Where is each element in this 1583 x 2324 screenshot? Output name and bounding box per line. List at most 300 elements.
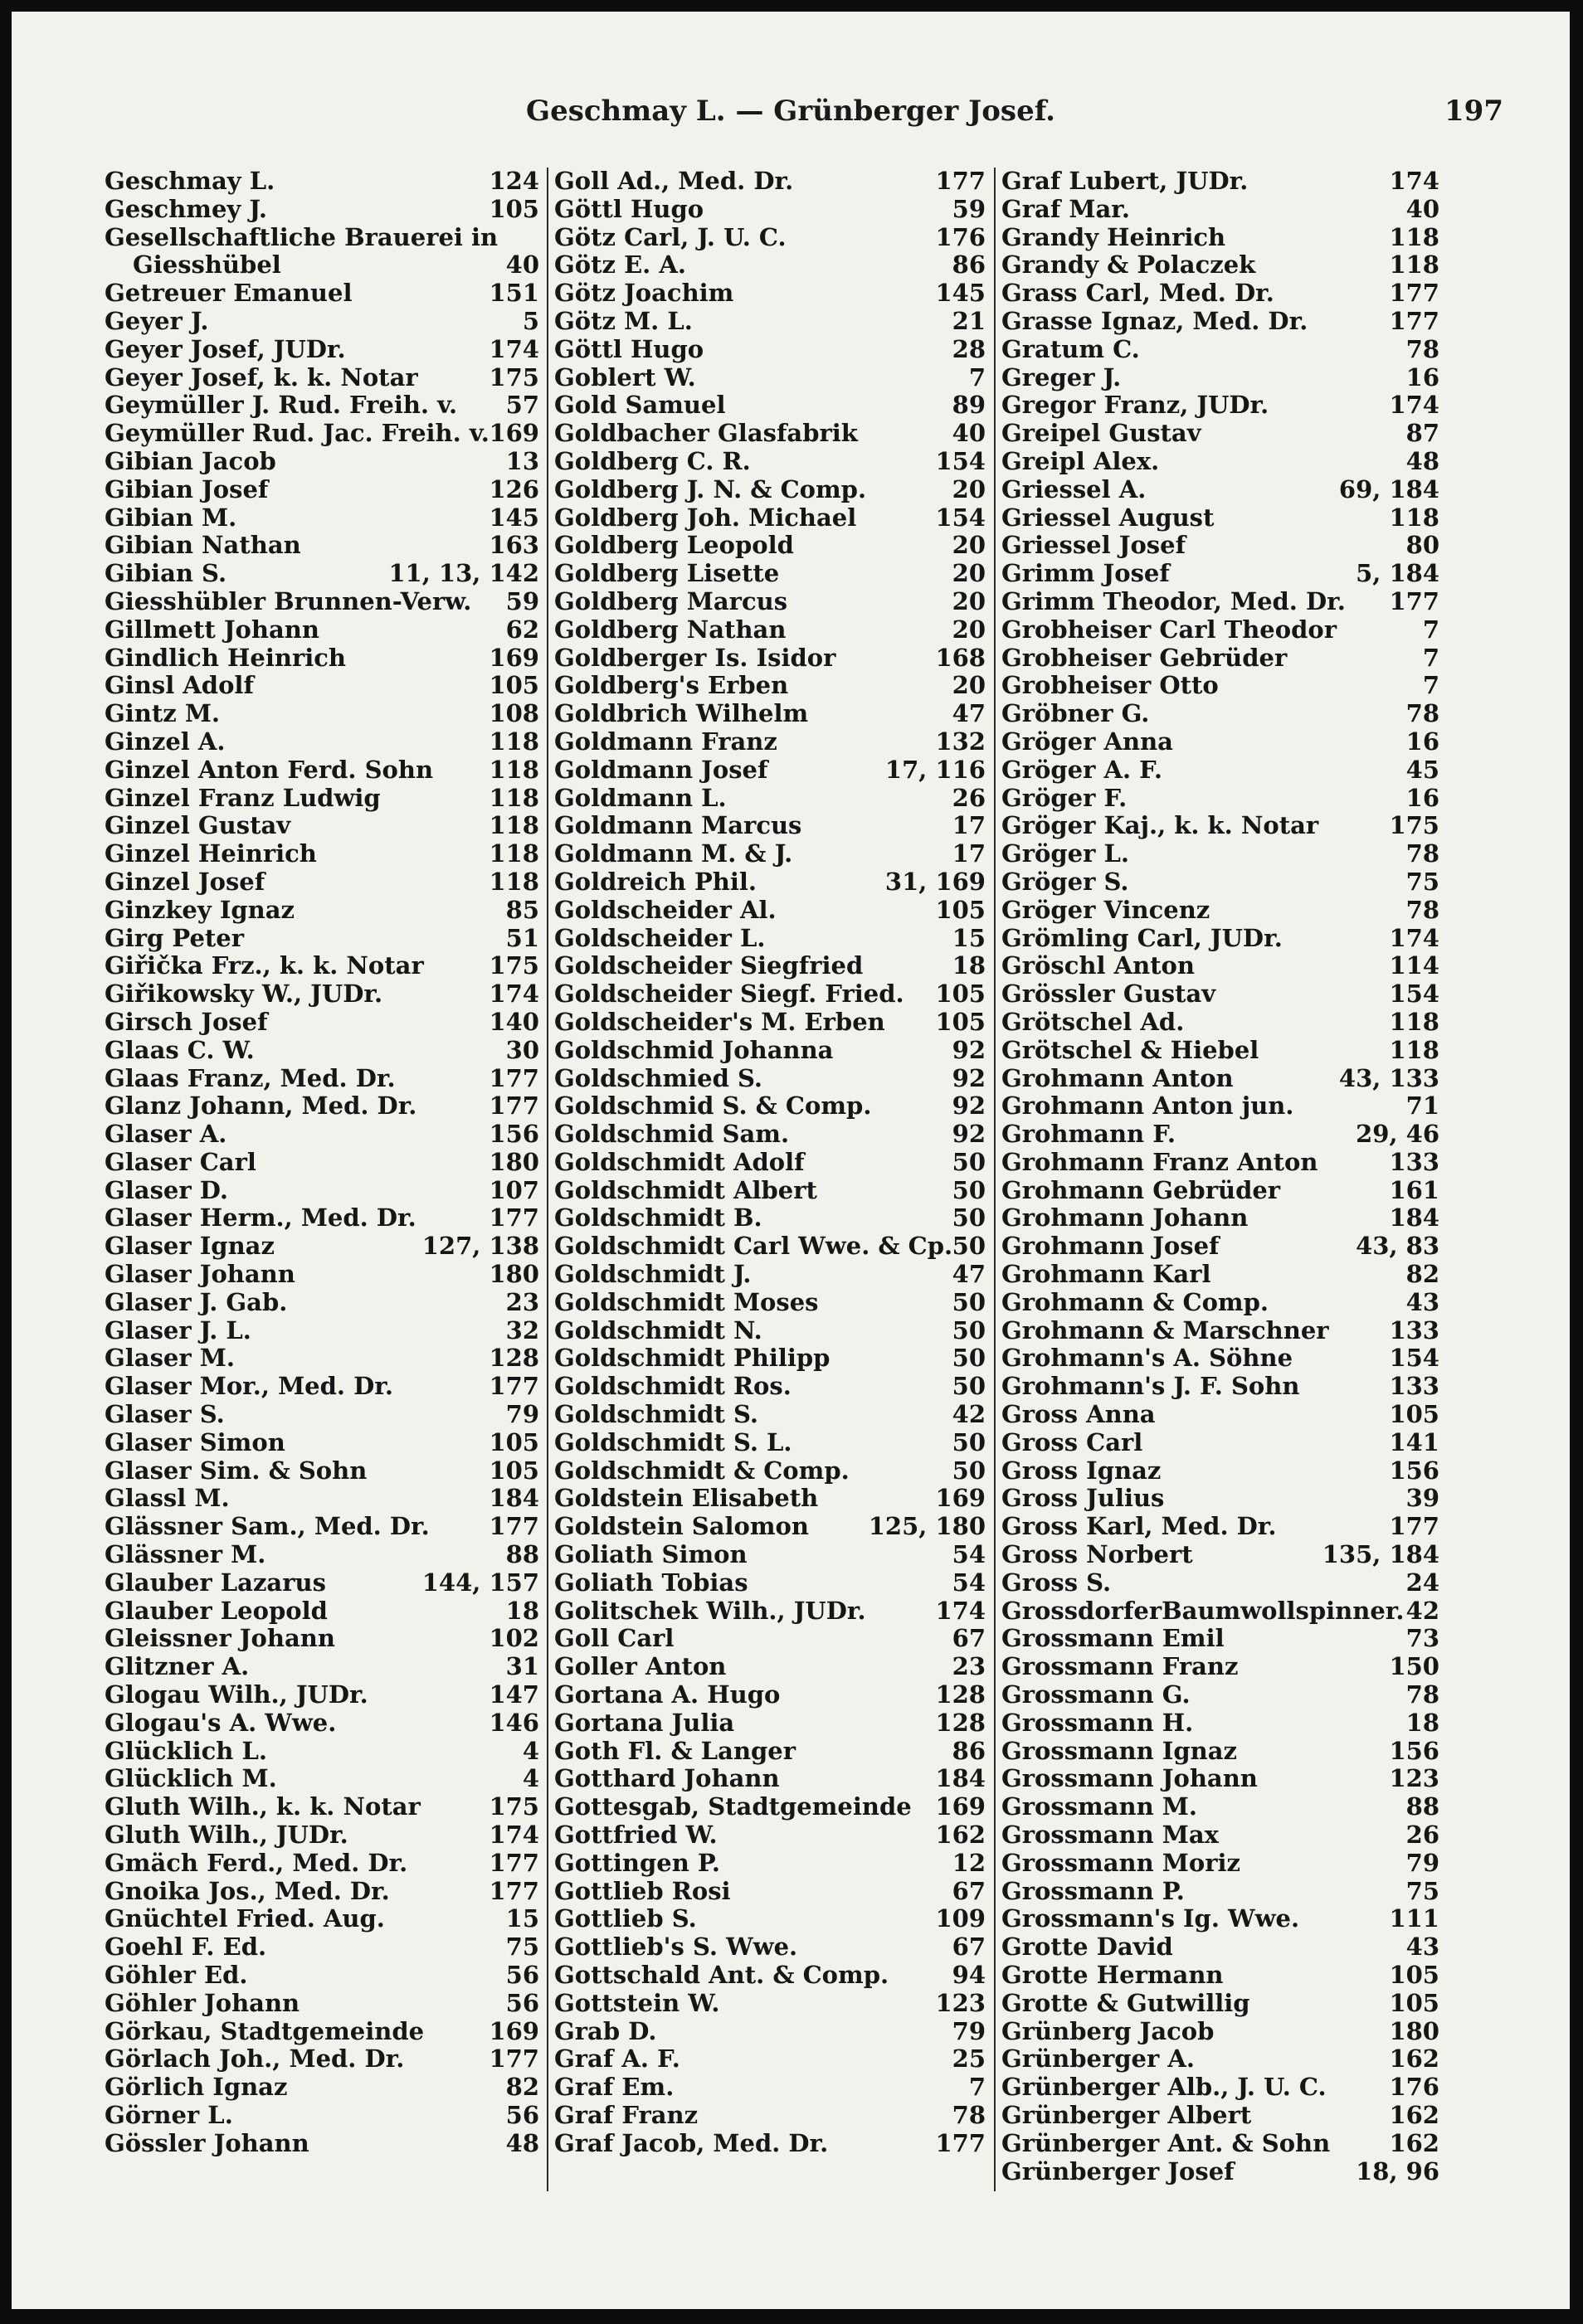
entry-pages: 177 — [1389, 586, 1439, 615]
entry-name: Glaas C. W. — [105, 1035, 255, 1064]
entry-name: Grünberger Josef — [1001, 2156, 1235, 2185]
directory-entry — [105, 812, 539, 840]
entry-pages: 169 — [489, 643, 539, 672]
entry-name: Geyer Josef, JUDr. — [105, 334, 346, 363]
entry-name: Glaser A. — [105, 1120, 227, 1149]
directory-entry — [554, 672, 986, 700]
directory-entry — [554, 952, 986, 980]
entry-pages: 163 — [489, 531, 539, 560]
entry-pages: 43, 83 — [1356, 1232, 1439, 1261]
directory-entry — [1001, 785, 1439, 813]
entry-pages: 177 — [489, 1372, 539, 1401]
entry-name: Glaser D. — [105, 1175, 228, 1204]
directory-entry — [105, 1625, 539, 1653]
directory-entry — [1001, 364, 1439, 392]
entry-pages: 59 — [505, 586, 539, 615]
entry-name: Geyer Josef, k. k. Notar — [105, 362, 418, 391]
directory-entry — [105, 391, 539, 420]
entry-name: Grotte Hermann — [1001, 1961, 1224, 1989]
directory-entry — [105, 1850, 539, 1878]
entry-name: Glaser Sim. & Sohn — [105, 1456, 368, 1485]
entry-pages: 50 — [952, 1344, 986, 1373]
entry-pages: 177 — [1389, 279, 1439, 308]
directory-entry — [554, 448, 986, 476]
entry-pages: 88 — [505, 1540, 539, 1569]
entry-name: Ginzel Anton Ferd. Sohn — [105, 755, 434, 784]
entry-name: Glässner M. — [105, 1540, 266, 1569]
entry-name: Grotte David — [1001, 1933, 1173, 1962]
entry-name: Gröger F. — [1001, 783, 1128, 812]
entry-pages: 128 — [935, 1680, 986, 1709]
directory-entry — [105, 1933, 539, 1962]
directory-entry — [1001, 1485, 1439, 1513]
directory-entry — [554, 925, 986, 953]
directory-entry — [554, 1625, 986, 1653]
directory-entry — [105, 644, 539, 673]
entry-name: Ginzel Gustav — [105, 811, 291, 840]
directory-entry — [554, 251, 986, 280]
entry-name: Glaser S. — [105, 1400, 225, 1429]
entry-pages: 146 — [489, 1708, 539, 1737]
entry-name: Gross Norbert — [1001, 1540, 1193, 1569]
directory-entry — [105, 980, 539, 1009]
entry-pages: 118 — [1389, 1035, 1439, 1064]
entry-name: Grohmann Anton jun. — [1001, 1092, 1294, 1121]
directory-entry — [105, 672, 539, 700]
entry-pages: 17 — [952, 811, 986, 840]
entry-name: Gröger A. F. — [1001, 755, 1162, 784]
entry-name: Gross S. — [1001, 1568, 1112, 1597]
entry-pages: 50 — [952, 1372, 986, 1401]
directory-entry — [554, 1401, 986, 1429]
entry-name: Ginzel Josef — [105, 867, 265, 896]
directory-entry — [1001, 1065, 1439, 1093]
entry-name: Görlach Joh., Med. Dr. — [105, 2044, 405, 2074]
entry-name: Gortana A. Hugo — [554, 1680, 781, 1709]
entry-pages: 111 — [1389, 1904, 1439, 1933]
entry-name: Göttl Hugo — [554, 194, 704, 223]
page-header — [12, 95, 1570, 136]
directory-entry — [1001, 812, 1439, 840]
entry-pages: 47 — [952, 699, 986, 728]
entry-name: Goldschmidt B. — [554, 1203, 762, 1232]
directory-entry — [554, 812, 986, 840]
directory-entry — [554, 840, 986, 868]
directory-entry — [105, 1709, 539, 1738]
directory-entry — [554, 532, 986, 560]
directory-entry — [554, 1653, 986, 1681]
entry-pages: 78 — [1405, 839, 1439, 868]
entry-name: Greger J. — [1001, 362, 1122, 391]
entry-pages: 169 — [935, 1484, 986, 1513]
entry-name: Goldberg J. N. & Comp. — [554, 474, 867, 503]
directory-entry — [1001, 1373, 1439, 1401]
entry-name: Göhler Johann — [105, 1988, 300, 2017]
entry-pages: 135, 184 — [1322, 1540, 1439, 1569]
entry-name: Geymüller Rud. Jac. Freih. v. — [105, 419, 490, 448]
directory-entry — [1001, 1597, 1439, 1626]
entry-pages: 105 — [1389, 1988, 1439, 2017]
entry-name: Gnüchtel Fried. Aug. — [105, 1904, 385, 1933]
directory-entry — [1001, 1933, 1439, 1962]
directory-entry — [1001, 588, 1439, 616]
entry-pages: 125, 180 — [868, 1512, 986, 1541]
entry-pages: 154 — [935, 446, 986, 475]
entry-pages: 105 — [1389, 1400, 1439, 1429]
entry-name: Gregor Franz, JUDr. — [1001, 391, 1269, 420]
entry-pages: 43 — [1405, 1287, 1439, 1316]
directory-entry — [554, 1289, 986, 1317]
entry-pages: 128 — [935, 1708, 986, 1737]
entry-pages: 175 — [1389, 811, 1439, 840]
directory-entry — [1001, 532, 1439, 560]
entry-name: Glaser M. — [105, 1344, 235, 1373]
entry-name: Gross Anna — [1001, 1400, 1156, 1429]
entry-name: Goldberg Joh. Michael — [554, 503, 857, 532]
entry-pages: 105 — [489, 194, 539, 223]
directory-entry — [554, 1121, 986, 1149]
entry-pages: 174 — [489, 980, 539, 1009]
directory-entry — [554, 2130, 986, 2158]
directory-entry — [105, 588, 539, 616]
entry-pages: 89 — [952, 391, 986, 420]
entry-name: Grossmann Moriz — [1001, 1848, 1240, 1877]
entry-pages: 18, 96 — [1356, 2156, 1439, 2185]
directory-entry — [554, 224, 986, 252]
entry-pages: 105 — [489, 671, 539, 700]
entry-pages: 75 — [505, 1933, 539, 1962]
entry-name: Greipl Alex. — [1001, 446, 1160, 475]
entry-name: Goldberg Marcus — [554, 586, 788, 615]
entry-name: Göttl Hugo — [554, 334, 704, 363]
directory-entry — [105, 1401, 539, 1429]
directory-entry — [105, 897, 539, 925]
entry-name: Goll Ad., Med. Dr. — [554, 167, 794, 195]
entry-name: Graf Franz — [554, 2100, 699, 2129]
directory-entry — [1001, 336, 1439, 364]
entry-name: Graf Lubert, JUDr. — [1001, 167, 1249, 195]
column-divider — [547, 168, 548, 2191]
column-2 — [554, 168, 986, 2191]
directory-entry — [1001, 1821, 1439, 1850]
directory-entry — [554, 1513, 986, 1541]
entry-pages: 50 — [952, 1232, 986, 1261]
entry-pages: 175 — [489, 951, 539, 980]
directory-entry — [105, 364, 539, 392]
entry-name: Grohmann Josef — [1001, 1232, 1220, 1261]
entry-pages: 57 — [505, 391, 539, 420]
directory-entry — [554, 280, 986, 308]
entry-name: Goldschmid S. & Comp. — [554, 1092, 872, 1121]
entry-pages: 175 — [489, 362, 539, 391]
entry-pages: 127, 138 — [421, 1232, 539, 1261]
entry-name: Goldschmid Sam. — [554, 1120, 790, 1149]
entry-name: Goldberg's Erben — [554, 671, 789, 700]
directory-entry — [554, 1793, 986, 1821]
entry-name: Goldschmidt Carl Wwe. & Cp. — [554, 1232, 953, 1261]
entry-pages: 7 — [1422, 643, 1439, 672]
directory-entry — [554, 1709, 986, 1738]
directory-entry — [105, 1485, 539, 1513]
entry-pages: 133 — [1389, 1372, 1439, 1401]
entry-pages: 50 — [952, 1147, 986, 1176]
entry-pages: 118 — [1389, 250, 1439, 280]
directory-entry — [105, 1092, 539, 1121]
entry-name: Gross Julius — [1001, 1484, 1165, 1513]
entry-name: Goblert W. — [554, 362, 696, 391]
entry-name: Gottingen P. — [554, 1848, 721, 1877]
directory-entry — [1001, 952, 1439, 980]
entry-name: Grossmann Max — [1001, 1821, 1219, 1850]
entry-pages: 50 — [952, 1315, 986, 1344]
entry-pages: 69, 184 — [1338, 474, 1439, 503]
entry-name: Geschmey J. — [105, 194, 267, 223]
page-number: 197 — [1444, 95, 1503, 128]
entry-pages: 177 — [489, 1092, 539, 1121]
entry-pages: 109 — [935, 1904, 986, 1933]
directory-entry — [105, 728, 539, 756]
entry-name: Görkau, Stadtgemeinde — [105, 2016, 425, 2045]
directory-entry — [1001, 1344, 1439, 1373]
entry-name: Grobheiser Carl Theodor — [1001, 615, 1337, 644]
entry-pages: 50 — [952, 1203, 986, 1232]
directory-entry — [105, 1541, 539, 1569]
entry-name: Gintz M. — [105, 699, 221, 728]
entry-name: Grötschel Ad. — [1001, 1007, 1185, 1036]
entry-name: Grohmann Gebrüder — [1001, 1175, 1281, 1204]
entry-pages: 177 — [1389, 306, 1439, 335]
directory-entry — [1001, 1232, 1439, 1261]
directory-entry — [1001, 504, 1439, 532]
directory-entry — [1001, 391, 1439, 420]
entry-pages: 107 — [489, 1175, 539, 1204]
entry-pages: 177 — [935, 2128, 986, 2157]
directory-entry — [1001, 1121, 1439, 1149]
directory-entry — [105, 1149, 539, 1177]
entry-pages: 174 — [935, 1596, 986, 1625]
directory-entry — [554, 1569, 986, 1597]
entry-name: Goldscheider Siegfried — [554, 951, 864, 980]
entry-pages: 7 — [1422, 671, 1439, 700]
entry-pages: 39 — [1405, 1484, 1439, 1513]
entry-name: Goldschmied S. — [554, 1063, 763, 1092]
entry-pages: 40 — [952, 419, 986, 448]
directory-entry — [105, 420, 539, 448]
entry-name: Grünberger A. — [1001, 2044, 1195, 2074]
entry-name: Gibian Josef — [105, 474, 269, 503]
entry-pages: 184 — [489, 1484, 539, 1513]
running-title: Geschmay L. — Grünberger Josef. — [526, 95, 1055, 128]
entry-name: Glauber Lazarus — [105, 1568, 326, 1597]
entry-name: Gröschl Anton — [1001, 951, 1195, 980]
entry-pages: 20 — [952, 586, 986, 615]
directory-entry — [1001, 2074, 1439, 2102]
directory-entry — [1001, 1793, 1439, 1821]
entry-name: Grossmann Ignaz — [1001, 1736, 1237, 1765]
entry-name: Grandy Heinrich — [1001, 222, 1226, 251]
entry-name: Griessel A. — [1001, 474, 1147, 503]
entry-name: Glaser Herm., Med. Dr. — [105, 1203, 416, 1232]
entry-pages: 176 — [935, 222, 986, 251]
entry-name: Goldbrich Wilhelm — [554, 699, 809, 728]
directory-entry — [554, 1009, 986, 1037]
directory-entry — [1001, 616, 1439, 644]
entry-name: Giřička Frz., k. k. Notar — [105, 951, 424, 980]
directory-entry — [105, 2045, 539, 2074]
directory-entry — [105, 1457, 539, 1485]
entry-name: Grab D. — [554, 2016, 657, 2045]
entry-name: Glitzner A. — [105, 1652, 250, 1681]
entry-name: Gesellschaftliche Brauerei in — [105, 222, 499, 251]
entry-pages: 144, 157 — [421, 1568, 539, 1597]
entry-name: Goldscheider Al. — [554, 895, 777, 924]
directory-entry — [554, 1541, 986, 1569]
entry-pages: 80 — [1405, 531, 1439, 560]
entry-pages: 5, 184 — [1356, 559, 1439, 588]
entry-name: Gröbner G. — [1001, 699, 1150, 728]
directory-entry — [554, 1232, 986, 1261]
entry-pages: 114 — [1389, 951, 1439, 980]
entry-pages: 67 — [952, 1933, 986, 1962]
entry-name: Grohmann's A. Söhne — [1001, 1344, 1293, 1373]
entry-name: Gottlieb's S. Wwe. — [554, 1933, 798, 1962]
directory-entry — [554, 308, 986, 336]
entry-pages: 118 — [489, 867, 539, 896]
directory-entry — [1001, 1878, 1439, 1906]
entry-name: Gross Karl, Med. Dr. — [1001, 1512, 1277, 1541]
entry-name: Goldscheider Siegf. Fried. — [554, 980, 904, 1009]
directory-entry — [1001, 448, 1439, 476]
directory-entry — [554, 1850, 986, 1878]
directory-entry — [554, 2018, 986, 2046]
entry-pages: 29, 46 — [1356, 1120, 1439, 1149]
entry-pages: 156 — [1389, 1456, 1439, 1485]
entry-pages: 82 — [1405, 1260, 1439, 1289]
entry-name: Gotthard Johann — [554, 1764, 780, 1793]
directory-entry — [105, 1289, 539, 1317]
entry-pages: 24 — [1405, 1568, 1439, 1597]
directory-entry — [105, 2018, 539, 2046]
directory-entry — [105, 1317, 539, 1345]
entry-pages: 132 — [935, 727, 986, 756]
directory-entry — [1001, 308, 1439, 336]
entry-pages: 26 — [952, 783, 986, 812]
column-1 — [105, 168, 539, 2191]
directory-entry — [105, 1962, 539, 1990]
entry-name: Goller Anton — [554, 1652, 727, 1681]
entry-pages: 118 — [489, 755, 539, 784]
directory-entry — [1001, 1709, 1439, 1738]
entry-pages: 45 — [1405, 755, 1439, 784]
directory-entry — [554, 196, 986, 224]
entry-name: Gottfried W. — [554, 1821, 718, 1850]
entry-name: Grohmann & Marschner — [1001, 1315, 1329, 1344]
entry-name: Goldberg Lisette — [554, 559, 780, 588]
entry-pages: 54 — [952, 1540, 986, 1569]
entry-pages: 162 — [1389, 2100, 1439, 2129]
directory-entry — [1001, 1037, 1439, 1065]
entry-pages: 86 — [952, 1736, 986, 1765]
entry-name: Gössler Johann — [105, 2128, 309, 2157]
entry-pages: 105 — [489, 1456, 539, 1485]
entry-name: Getreuer Emanuel — [105, 279, 353, 308]
entry-name: Glaas Franz, Med. Dr. — [105, 1063, 396, 1092]
entry-pages: 118 — [489, 839, 539, 868]
directory-entry — [1001, 672, 1439, 700]
directory-entry — [105, 756, 539, 785]
entry-name: Glaser Mor., Med. Dr. — [105, 1372, 393, 1401]
entry-pages: 141 — [1389, 1427, 1439, 1456]
directory-entry — [1001, 1009, 1439, 1037]
entry-pages: 20 — [952, 615, 986, 644]
directory-entry — [554, 785, 986, 813]
entry-pages: 105 — [935, 980, 986, 1009]
entry-name: Grössler Gustav — [1001, 980, 1216, 1009]
directory-entry — [105, 1765, 539, 1793]
entry-pages: 18 — [505, 1596, 539, 1625]
directory-entry — [1001, 420, 1439, 448]
entry-name: Götz E. A. — [554, 250, 686, 280]
directory-entry — [1001, 280, 1439, 308]
directory-entry — [105, 1569, 539, 1597]
directory-entry — [1001, 1177, 1439, 1205]
entry-name: Götz Joachim — [554, 279, 734, 308]
entry-pages: 20 — [952, 531, 986, 560]
entry-pages: 28 — [952, 334, 986, 363]
directory-page — [12, 12, 1570, 2309]
directory-entry — [105, 336, 539, 364]
entry-pages: 50 — [952, 1287, 986, 1316]
entry-name: Griessel August — [1001, 503, 1215, 532]
directory-entry — [105, 785, 539, 813]
entry-name: Ginzel Franz Ludwig — [105, 783, 381, 812]
directory-entry — [105, 251, 539, 280]
entry-pages: 16 — [1405, 362, 1439, 391]
directory-entry — [1001, 196, 1439, 224]
entry-pages: 123 — [1389, 1764, 1439, 1793]
entry-name: Glaser Simon — [105, 1427, 285, 1456]
entry-name: Glogau's A. Wwe. — [105, 1708, 337, 1737]
entry-pages: 133 — [1389, 1147, 1439, 1176]
entry-name: Giesshübler Brunnen-Verw. — [105, 586, 472, 615]
entry-name: Goldbacher Glasfabrik — [554, 419, 858, 448]
directory-entry — [105, 952, 539, 980]
directory-entry — [1001, 1990, 1439, 2018]
entry-pages: 154 — [1389, 980, 1439, 1009]
entry-name: Glogau Wilh., JUDr. — [105, 1680, 368, 1709]
entry-name: Gibian Jacob — [105, 446, 276, 475]
entry-name: Goldmann Josef — [554, 755, 768, 784]
directory-entry — [105, 308, 539, 336]
entry-pages: 67 — [952, 1876, 986, 1905]
directory-entry — [554, 756, 986, 785]
entry-pages: 43 — [1405, 1933, 1439, 1962]
directory-entry — [554, 1149, 986, 1177]
directory-entry — [105, 840, 539, 868]
entry-name: Giesshübel — [133, 250, 281, 280]
entry-name: Goliath Tobias — [554, 1568, 748, 1597]
entry-name: Gillmett Johann — [105, 615, 319, 644]
entry-pages: 123 — [935, 1988, 986, 2017]
entry-pages: 42 — [1405, 1596, 1439, 1625]
directory-entry — [554, 1065, 986, 1093]
directory-entry — [1001, 2102, 1439, 2130]
entry-pages: 78 — [1405, 699, 1439, 728]
entry-name: Grossmann H. — [1001, 1708, 1194, 1737]
entry-pages: 128 — [489, 1344, 539, 1373]
entry-pages: 86 — [952, 250, 986, 280]
entry-pages: 12 — [952, 1848, 986, 1877]
